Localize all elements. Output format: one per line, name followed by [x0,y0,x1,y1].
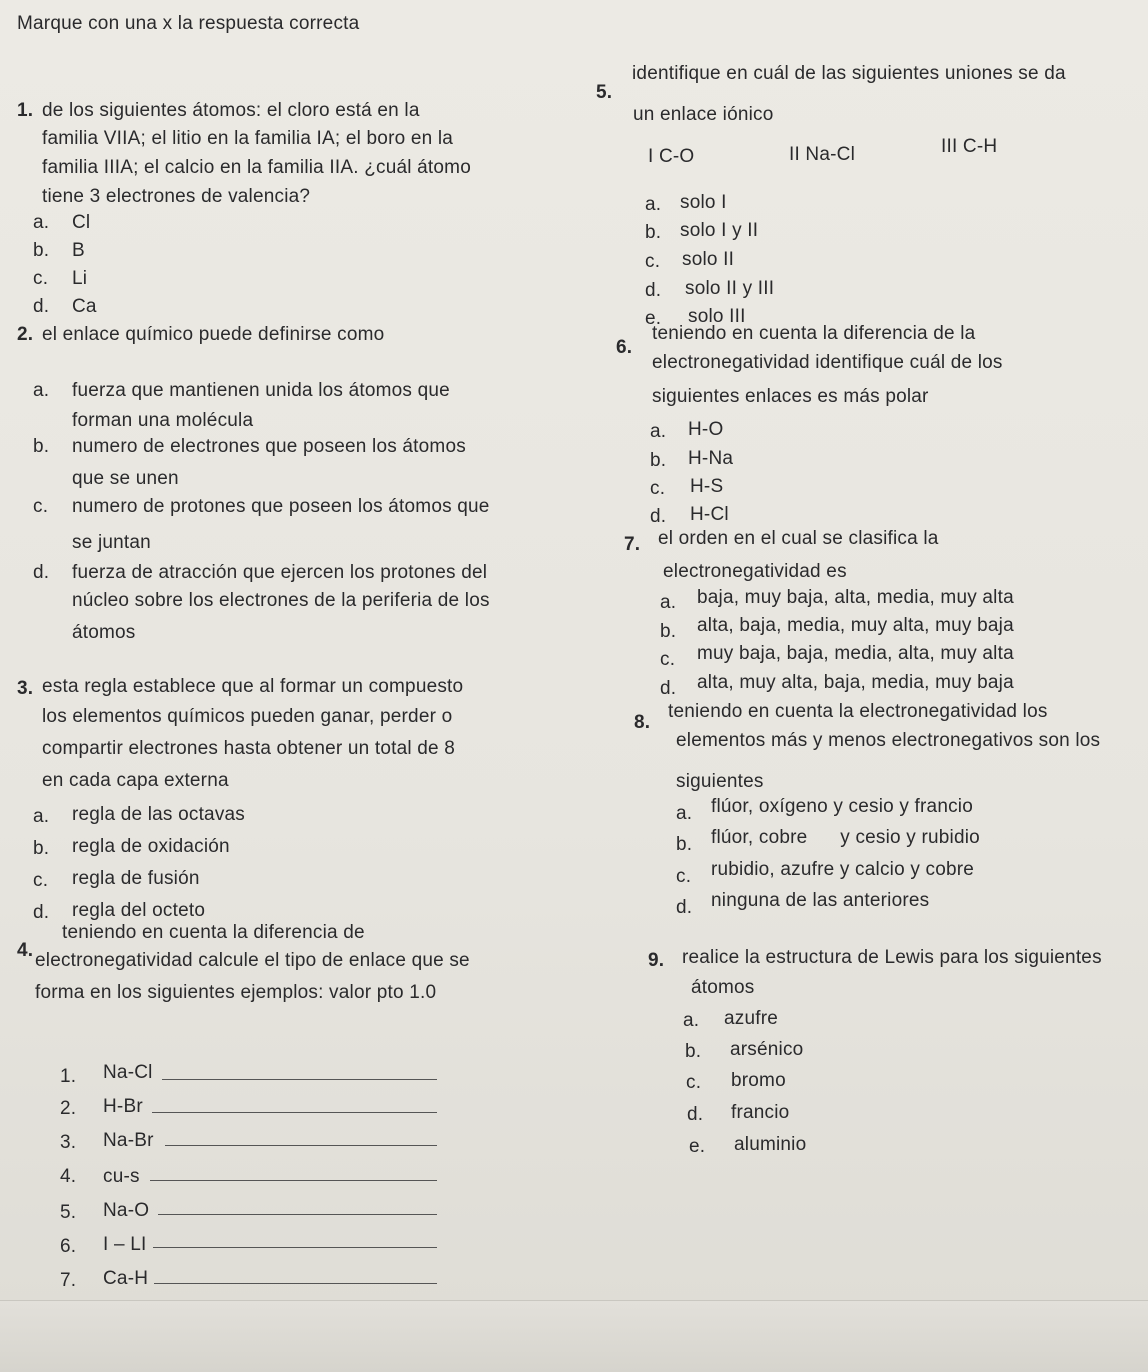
q7-option-text: alta, muy alta, baja, media, muy baja [697,672,1014,693]
q7-line: el orden en el cual se clasifica la [658,528,939,549]
q2-option-letter: a. [33,380,50,401]
q1-option-text: B [72,240,85,261]
q3-line: en cada capa externa [42,770,229,791]
q9-number: 9. [648,950,665,971]
q2-option-text: núcleo sobre los electrones de la periferia de los [72,590,490,611]
q4-item-bond: cu-s [103,1166,140,1187]
q4-answer-line[interactable] [150,1180,437,1181]
q4-line: forma en los siguientes ejemplos: valor pto 1.0 [35,982,437,1003]
q4-item-bond: I – LI [103,1234,147,1255]
q7-option-text: muy baja, baja, media, alta, muy alta [697,643,1014,664]
q4-number: 4. [17,940,34,961]
q4-item-number: 7. [60,1270,77,1291]
q1-line: familia IIIA; el calcio en la familia IIA. ¿cuál átomo [42,157,471,178]
q1-line: tiene 3 electrones de valencia? [42,186,311,207]
q7-option-text: alta, baja, media, muy alta, muy baja [697,615,1014,636]
q1-option-letter: a. [33,212,50,233]
q4-item-bond: Na-O [103,1200,150,1221]
q4-answer-line[interactable] [152,1112,437,1113]
q7-option-letter: c. [660,649,676,670]
q4-answer-line[interactable] [154,1283,437,1284]
q5-option-text: solo I [680,192,727,213]
q3-option-letter: d. [33,902,50,923]
q2-option-letter: d. [33,562,50,583]
q8-option-text: flúor, oxígeno y cesio y francio [711,796,973,817]
q5-option-letter: b. [645,222,662,243]
paper-fold-shadow [0,1300,1148,1372]
q3-option-text: regla del octeto [72,900,206,921]
q3-option-letter: c. [33,870,49,891]
q1-option-text: Li [72,268,88,289]
q8-line: elementos más y menos electronegativos son los [676,730,1101,751]
q5-line: un enlace iónico [633,104,774,125]
q8-option-text: flúor, cobre y cesio y rubidio [711,827,980,848]
q6-option-letter: b. [650,450,667,471]
q7-option-letter: d. [660,678,677,699]
worksheet-instructions: Marque con una x la respuesta correcta [17,13,360,34]
q2-number: 2. [17,324,34,345]
q2-option-letter: b. [33,436,50,457]
q6-option-text: H-S [690,476,724,497]
q4-answer-line[interactable] [153,1247,437,1248]
q6-option-letter: a. [650,421,667,442]
q5-option-text: solo I y II [680,220,759,241]
q5-union: I C-O [648,146,695,167]
q4-item-bond: H-Br [103,1096,143,1117]
q7-number: 7. [624,534,641,555]
q2-option-text: fuerza que mantienen unida los átomos que [72,380,450,401]
q7-option-text: baja, muy baja, alta, media, muy alta [697,587,1014,608]
q6-option-text: H-Na [688,448,734,469]
q3-number: 3. [17,678,34,699]
q2-option-text: numero de protones que poseen los átomos que [72,496,490,517]
q6-option-letter: d. [650,506,667,527]
q1-option-text: Ca [72,296,97,317]
q9-option-letter: b. [685,1041,702,1062]
q2-option-text: que se unen [72,468,179,489]
q1-option-letter: d. [33,296,50,317]
q4-answer-line[interactable] [158,1214,437,1215]
q8-line: teniendo en cuenta la electronegatividad los [668,701,1048,722]
q1-line: familia VIIA; el litio en la familia IA; el boro en la [42,128,454,149]
q7-line: electronegatividad es [663,561,847,582]
q8-option-letter: d. [676,897,693,918]
q4-item-number: 4. [60,1166,77,1187]
q3-option-text: regla de fusión [72,868,200,889]
q4-answer-line[interactable] [162,1079,437,1080]
q3-option-text: regla de oxidación [72,836,230,857]
q9-line: átomos [691,977,755,998]
q5-option-text: solo II y III [685,278,775,299]
q3-option-text: regla de las octavas [72,804,245,825]
q5-line: identifique en cuál de las siguientes uniones se da [632,63,1066,84]
q3-option-letter: a. [33,806,50,827]
q5-option-text: solo III [688,306,746,327]
q5-option-letter: e. [645,308,662,329]
q5-option-text: solo II [682,249,735,270]
q6-line: siguientes enlaces es más polar [652,386,929,407]
q6-number: 6. [616,337,633,358]
q8-option-text: ninguna de las anteriores [711,890,930,911]
q2-option-text: numero de electrones que poseen los átomos [72,436,466,457]
q9-option-text: bromo [731,1070,786,1091]
q4-line: teniendo en cuenta la diferencia de [62,922,365,943]
q2-option-text: forman una molécula [72,410,254,431]
q8-option-text: rubidio, azufre y calcio y cobre [711,859,975,880]
q9-option-letter: e. [689,1136,706,1157]
q7-option-letter: a. [660,592,677,613]
q2-option-text: se juntan [72,532,151,553]
q4-item-number: 2. [60,1098,77,1119]
q2-option-letter: c. [33,496,49,517]
q9-option-letter: c. [686,1072,702,1093]
q4-item-bond: Na-Cl [103,1062,153,1083]
q2-line: el enlace químico puede definirse como [42,324,385,345]
q3-option-letter: b. [33,838,50,859]
q9-option-letter: d. [687,1104,704,1125]
q5-option-letter: d. [645,280,662,301]
q4-line: electronegatividad calcule el tipo de enlace que se [35,950,470,971]
q6-option-text: H-O [688,419,724,440]
q6-line: teniendo en cuenta la diferencia de la [652,323,976,344]
q8-number: 8. [634,712,651,733]
q3-line: compartir electrones hasta obtener un total de 8 [42,738,456,759]
q2-option-text: fuerza de atracción que ejercen los protones del [72,562,488,583]
q8-option-letter: b. [676,834,693,855]
q4-item-number: 6. [60,1236,77,1257]
q8-option-letter: a. [676,803,693,824]
q1-number: 1. [17,100,34,121]
q7-option-letter: b. [660,621,677,642]
q8-line: siguientes [676,771,764,792]
q5-option-letter: a. [645,194,662,215]
q3-line: los elementos químicos pueden ganar, perder o [42,706,453,727]
q9-line: realice la estructura de Lewis para los siguientes [682,947,1102,968]
q4-answer-line[interactable] [165,1145,437,1146]
q1-option-letter: b. [33,240,50,261]
q5-union: III C-H [941,136,998,157]
q4-item-number: 1. [60,1066,77,1087]
q6-line: electronegatividad identifique cuál de los [652,352,1003,373]
q9-option-text: aluminio [734,1134,807,1155]
q6-option-letter: c. [650,478,666,499]
q2-option-text: átomos [72,622,136,643]
q9-option-text: azufre [724,1008,779,1029]
q8-option-letter: c. [676,866,692,887]
q4-item-number: 3. [60,1132,77,1153]
q1-option-letter: c. [33,268,49,289]
q9-option-text: francio [731,1102,790,1123]
q4-item-number: 5. [60,1202,77,1223]
q3-line: esta regla establece que al formar un compuesto [42,676,464,697]
q1-option-text: Cl [72,212,91,233]
q5-option-letter: c. [645,251,661,272]
q5-union: II Na-Cl [789,144,855,165]
q5-number: 5. [596,82,613,103]
q6-option-text: H-Cl [690,504,729,525]
q9-option-text: arsénico [730,1039,804,1060]
q4-item-bond: Ca-H [103,1268,149,1289]
q9-option-letter: a. [683,1010,700,1031]
q1-line: de los siguientes átomos: el cloro está en la [42,100,420,121]
q4-item-bond: Na-Br [103,1130,154,1151]
